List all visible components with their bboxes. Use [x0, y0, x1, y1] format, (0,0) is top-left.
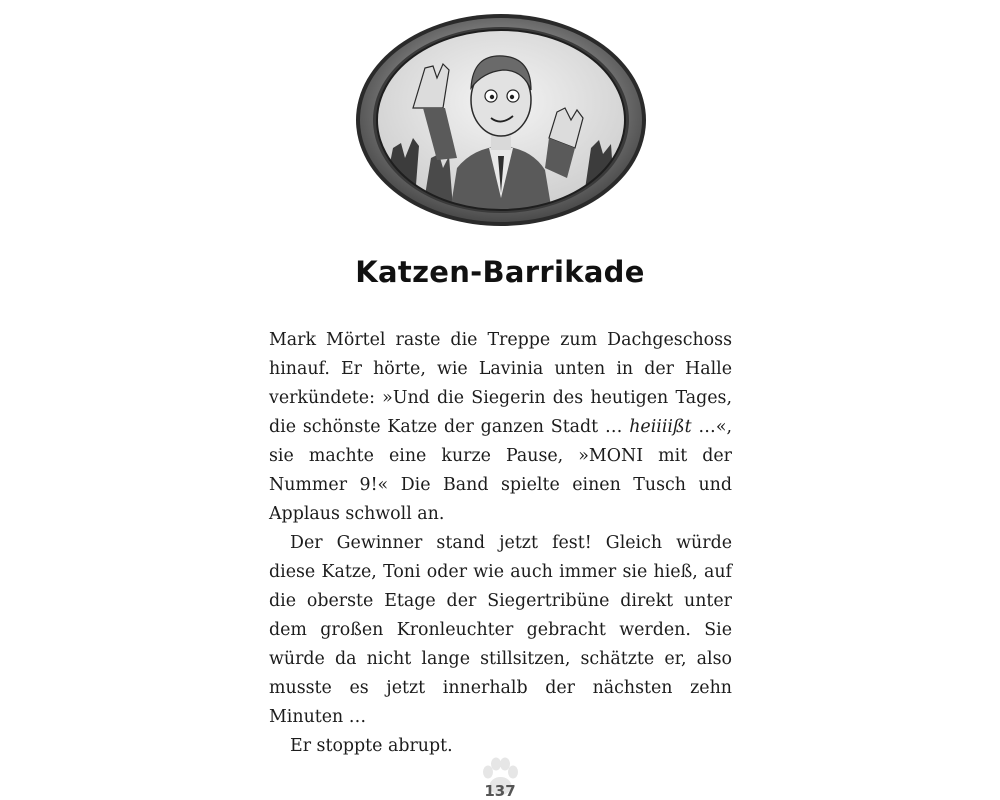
chapter-illustration — [353, 8, 649, 228]
paragraph-1-part-1: Mark Mörtel raste die Treppe zum Dachgeschoss hinauf. Er hörte, wie Lavinia unten in der Halle verkündete: »Und die Siegerin des heutigen Tages, die schönste Katze der ganzen Stadt … — [269, 330, 732, 437]
page-number: 137 — [484, 782, 516, 800]
page-footer — [465, 756, 535, 800]
paragraph-2: Der Gewinner stand jetzt fest! Gleich würde diese Katze, Toni oder wie auch immer sie hieß, auf die oberste Etage der Siegertribüne direkt unter dem großen Kronleuchter gebracht werden. Sie würde da nicht lange stillsitzen, schätzte er, also musste es jetzt innerhalb der nächsten zehn Minuten … — [269, 533, 732, 727]
paragraph-3: Er stoppte abrupt. — [290, 736, 453, 756]
chapter-title: Katzen-Barrikade — [355, 255, 645, 289]
framed-portrait-illustration — [353, 8, 649, 228]
paragraph-1-part-2: …«, sie machte eine kurze Pause, »MONI mit der Nummer 9!« Die Band spielte einen Tusch und Applaus schwoll an. — [269, 417, 732, 524]
paragraph-1-emphasis: heiiiißt — [629, 417, 692, 437]
paragraph-1 — [269, 326, 732, 529]
chapter-text — [269, 326, 732, 761]
